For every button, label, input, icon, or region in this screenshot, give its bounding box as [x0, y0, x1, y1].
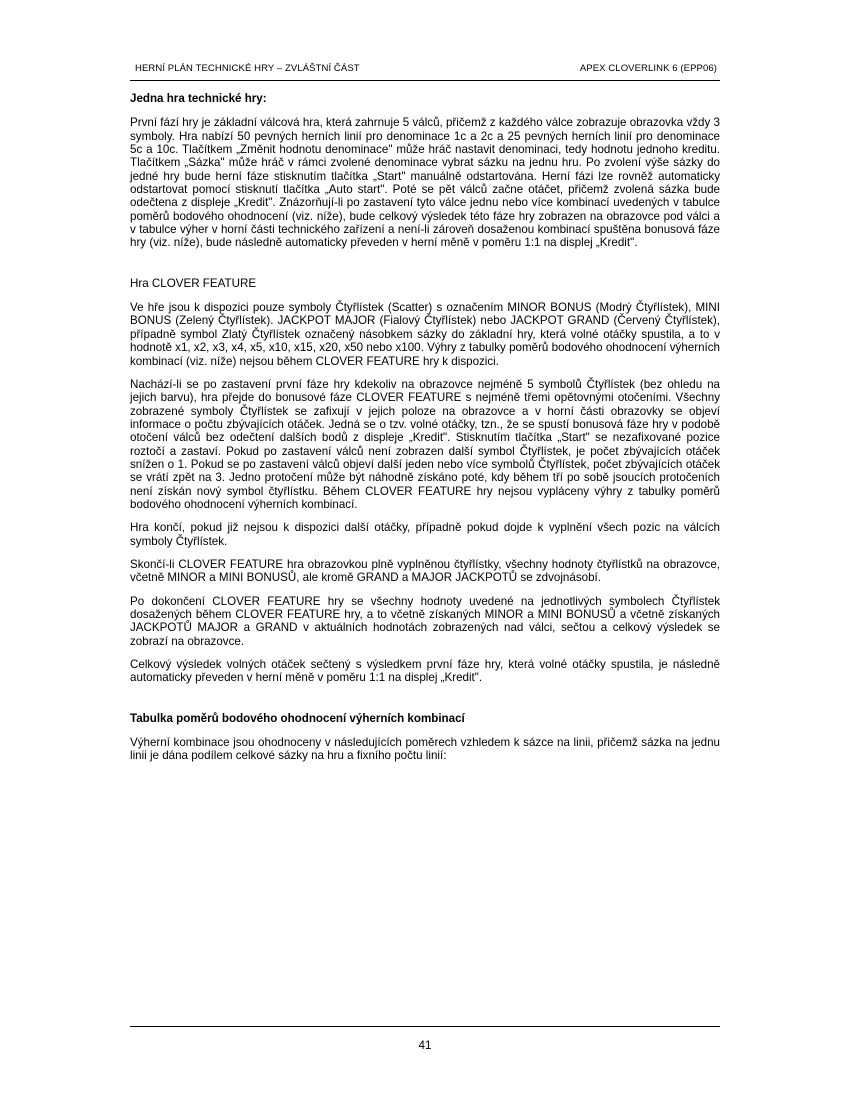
clover-feature-paragraph: Ve hře jsou k dispozici pouze symboly Čtyřlístek (Scatter) s označením MINOR BONUS (Modrý Čtyřlístek), MINI BONUS (Zelený Čtyřlístek). JACKPOT MAJOR (Fialový Čtyřlístek) nebo JACKPOT GRAND (Červený Čtyřlístek), případně symbol Zlatý Čtyřlístek označený násobkem sázky do základní hry, která volné otáčky spustila, a to v hodnotě x1, x2, x3, x4, x5, x10, x15, x20, x50 nebo x100. Výhry z tabulky poměrů bodového ohodnocení výherních kombinací (viz. níže) nejsou během CLOVER FEATURE hry k dispozici. [130, 301, 720, 368]
header-game-name: APEX CLOVERLINK 6 (EPP06) [579, 63, 717, 74]
page-number: 41 [418, 1039, 432, 1052]
clover-feature-paragraph: Nachází-li se po zastavení první fáze hry kdekoliv na obrazovce nejméně 5 symbolů Čtyřlístek (bez ohledu na jejich barvu), hra přejde do bonusové fáze CLOVER FEATURE s nejméně třemi opětovnými otočeními. Všechny zobrazené symboly Čtyřlístek se zafixují v jejich poloze na obrazovce a v horní části obrazovky se objeví informace o počtu zbývajících otáček. Jedná se o tzv. volné otáčky, tzn., že se spustí bonusová fáze hry v podobě otočení válců bez odečtení dalších bodů z displeje „Kredit". Stisknutím tlačítka „Start" se nezafixované pozice roztočí a zastaví. Pokud po zastavení válců není zobrazen další symbol Čtyřlístek, je počet zbývajících otáček snížen o 1. Pokud se po zastavení válců objeví další jeden nebo více symbolů Čtyřlístek, počet zbývajících otáček se vrátí zpět na 3. Jedno protočení může být náhodně získáno poté, kdy během tří po sobě jsoucích protočeních není získán nový symbol čtyřlístku. Během CLOVER FEATURE hry nejsou vypláceny výhry z tabulky poměrů bodového ohodnocení výherních kombinací. [130, 377, 720, 511]
page-content [130, 92, 720, 763]
page-header [130, 60, 720, 81]
footer-divider [130, 1026, 720, 1027]
clover-feature-paragraph: Po dokončení CLOVER FEATURE hry se všechny hodnoty uvedené na jednotlivých symbolech Čtyřlístek dosažených během CLOVER FEATURE hry, a to včetně získaných MINOR a MINI BONUSŮ a včetně získaných JACKPOTŮ MAJOR a GRAND v aktuálních hodnotách zobrazených nad válci, sečtou a celkový výsledek se zobrazí na obrazovce. [130, 594, 720, 648]
clover-feature-paragraph: Celkový výsledek volných otáček sečtený s výsledkem první fáze hry, která volné otáčky spustila, je následně automaticky převeden v herní měně v poměru 1:1 na displej „Kredit". [130, 658, 720, 685]
header-title: HERNÍ PLÁN TECHNICKÉ HRY – ZVLÁŠTNÍ ČÁST [135, 63, 360, 74]
section-heading-single-game: Jedna hra technické hry: [130, 92, 267, 105]
payout-table-paragraph: Výherní kombinace jsou ohodnoceny v následujících poměrech vzhledem k sázce na linii, přičemž sázka na jednu linii je dána podílem celkové sázky na hru a fixního počtu linií: [130, 736, 720, 763]
single-game-paragraph: První fází hry je základní válcová hra, která zahrnuje 5 válců, přičemž z každého válce zobrazuje obrazovka vždy 3 symboly. Hra nabízí 50 pevných herních linií pro denominace 1c a 2c a 25 pevných herních linií pro denominace 5c a 10c. Tlačítkem „Změnit hodnotu denominace" může hráč nastavit denominaci, tedy hodnotu jednoho kreditu. Tlačítkem „Sázka" může hráč v rámci zvolené denominace vybrat sázku na jednu hru. Po zvolení výše sázky do jedné hry bude herní fáze stisknutím tlačítka „Start" manuálně odstartována. Herní fázi lze rovněž automaticky odstartovat pomocí stisknutí tlačítka „Auto start". Poté se pět válců začne otáčet, přičemž zvolená sázka bude odečtena z displeje „Kredit". Znázorňují-li po zastavení tyto válce jednu nebo více kombinací uvedených v tabulce poměrů bodového ohodnocení (viz. níže), bude celkový výsledek této fáze hry zobrazen na obrazovce pod válci a v tabulce výher v horní části technického zařízení a není-li zároveň dosaženou kombinací spuštěna bonusová fáze hry (viz. níže), bude následně automaticky převeden v herní měně v poměru 1:1 na displej „Kredit". [130, 116, 720, 250]
section-heading-payout-table: Tabulka poměrů bodového ohodnocení výherních kombinací [130, 711, 465, 725]
clover-feature-paragraph: Skončí-li CLOVER FEATURE hra obrazovkou plně vyplněnou čtyřlístky, všechny hodnoty čtyřlístků na obrazovce, včetně MINOR a MINI BONUSŮ, ale kromě GRAND a MAJOR JACKPOTŮ se zdvojnásobí. [130, 557, 720, 585]
clover-feature-paragraph: Hra končí, pokud již nejsou k dispozici další otáčky, případně pokud dojde k vyplnění všech pozic na válcích symboly Čtyřlístek. [130, 521, 720, 548]
section-heading-clover-feature: Hra CLOVER FEATURE [130, 276, 257, 290]
